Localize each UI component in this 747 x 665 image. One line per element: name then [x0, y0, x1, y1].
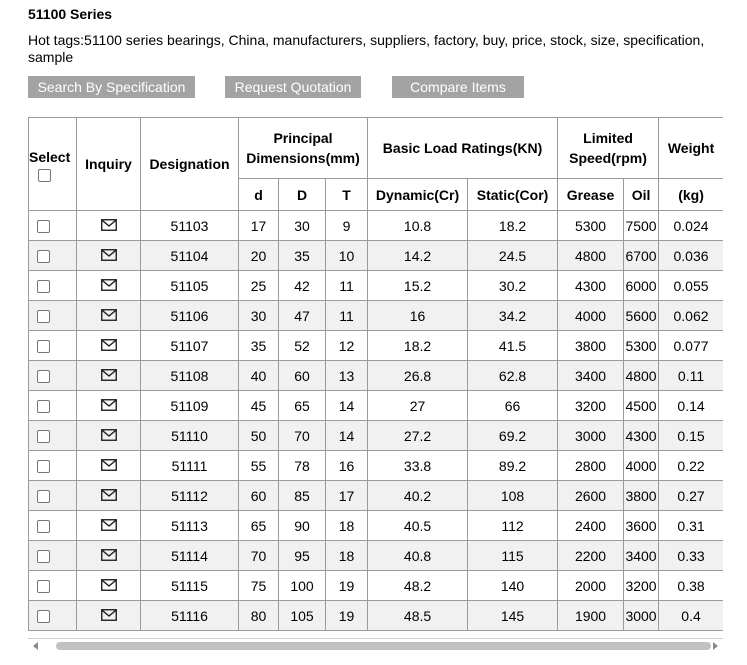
static-cell: 112: [468, 511, 558, 541]
row-select-cell: [29, 571, 77, 601]
row-select-checkbox[interactable]: [37, 430, 50, 443]
d-cell: 65: [239, 511, 279, 541]
d-cell: 35: [239, 331, 279, 361]
table-row: [29, 601, 724, 631]
table-row: [29, 271, 724, 301]
row-select-checkbox[interactable]: [37, 220, 50, 233]
dynamic-column-header: Dynamic(Cr): [368, 179, 468, 211]
dynamic-cell: 27.2: [368, 421, 468, 451]
mail-icon[interactable]: [101, 248, 117, 264]
static-cell: 41.5: [468, 331, 558, 361]
grease-cell: 1900: [558, 601, 624, 631]
oil-cell: 5300: [624, 331, 659, 361]
grease-cell: 3200: [558, 391, 624, 421]
static-cell: 66: [468, 391, 558, 421]
D-cell: 30: [279, 211, 326, 241]
weight-header: Weight: [659, 118, 723, 179]
oil-cell: 7500: [624, 211, 659, 241]
inquiry-cell: [77, 571, 141, 601]
grease-column-header: Grease: [558, 179, 624, 211]
D-cell: 70: [279, 421, 326, 451]
T-cell: 11: [326, 301, 368, 331]
grease-cell: 2200: [558, 541, 624, 571]
row-select-cell: [29, 511, 77, 541]
table-row: [29, 241, 724, 271]
grease-cell: 5300: [558, 211, 624, 241]
grease-cell: 4000: [558, 301, 624, 331]
row-select-cell: [29, 481, 77, 511]
D-cell: 52: [279, 331, 326, 361]
mail-icon[interactable]: [101, 458, 117, 474]
designation-cell[interactable]: 51111: [141, 451, 239, 481]
spec-table-container: [28, 117, 723, 631]
dynamic-cell: 40.2: [368, 481, 468, 511]
T-cell: 10: [326, 241, 368, 271]
row-select-cell: [29, 391, 77, 421]
oil-cell: 3800: [624, 481, 659, 511]
D-cell: 42: [279, 271, 326, 301]
row-select-checkbox[interactable]: [37, 580, 50, 593]
T-cell: 18: [326, 541, 368, 571]
mail-icon[interactable]: [101, 428, 117, 444]
mail-icon[interactable]: [101, 608, 117, 624]
inquiry-cell: [77, 271, 141, 301]
select-all-checkbox[interactable]: [38, 169, 51, 182]
oil-cell: 6700: [624, 241, 659, 271]
row-select-cell: [29, 211, 77, 241]
row-select-cell: [29, 241, 77, 271]
D-column-header: D: [279, 179, 326, 211]
grease-cell: 2600: [558, 481, 624, 511]
T-cell: 14: [326, 421, 368, 451]
weight-cell: 0.33: [659, 541, 723, 571]
dynamic-cell: 48.5: [368, 601, 468, 631]
mail-icon[interactable]: [101, 398, 117, 414]
oil-cell: 3200: [624, 571, 659, 601]
inquiry-cell: [77, 391, 141, 421]
row-select-cell: [29, 271, 77, 301]
weight-cell: 0.062: [659, 301, 723, 331]
d-column-header: d: [239, 179, 279, 211]
inquiry-cell: [77, 481, 141, 511]
dynamic-cell: 40.8: [368, 541, 468, 571]
d-cell: 30: [239, 301, 279, 331]
inquiry-cell: [77, 511, 141, 541]
grease-cell: 3400: [558, 361, 624, 391]
oil-cell: 3400: [624, 541, 659, 571]
D-cell: 47: [279, 301, 326, 331]
row-select-cell: [29, 361, 77, 391]
D-cell: 95: [279, 541, 326, 571]
grease-cell: 4800: [558, 241, 624, 271]
mail-icon[interactable]: [101, 278, 117, 294]
d-cell: 40: [239, 361, 279, 391]
static-cell: 145: [468, 601, 558, 631]
d-cell: 17: [239, 211, 279, 241]
dynamic-cell: 27: [368, 391, 468, 421]
row-select-checkbox[interactable]: [37, 490, 50, 503]
row-select-checkbox[interactable]: [37, 280, 50, 293]
row-select-checkbox[interactable]: [37, 310, 50, 323]
dynamic-cell: 40.5: [368, 511, 468, 541]
mail-icon[interactable]: [101, 518, 117, 534]
grease-cell: 4300: [558, 271, 624, 301]
weight-cell: 0.38: [659, 571, 723, 601]
hot-tags: Hot tags:51100 series bearings, China, manufacturers, suppliers, factory, buy, price, stock, size, specification, sample: [28, 32, 705, 65]
static-cell: 69.2: [468, 421, 558, 451]
mail-icon[interactable]: [101, 338, 117, 354]
designation-cell[interactable]: 51115: [141, 571, 239, 601]
grease-cell: 2400: [558, 511, 624, 541]
static-cell: 24.5: [468, 241, 558, 271]
limited-speed-header: Limited Speed(rpm): [558, 118, 659, 179]
T-cell: 18: [326, 511, 368, 541]
designation-column-header: Designation: [141, 118, 239, 211]
mail-icon[interactable]: [101, 488, 117, 504]
oil-column-header: Oil: [624, 179, 659, 211]
horizontal-scrollbar[interactable]: [28, 638, 723, 653]
inquiry-cell: [77, 241, 141, 271]
table-row: [29, 391, 724, 421]
inquiry-cell: [77, 211, 141, 241]
inquiry-cell: [77, 541, 141, 571]
grease-cell: 3000: [558, 421, 624, 451]
grease-cell: 2000: [558, 571, 624, 601]
table-row: [29, 361, 724, 391]
D-cell: 65: [279, 391, 326, 421]
d-cell: 55: [239, 451, 279, 481]
dynamic-cell: 18.2: [368, 331, 468, 361]
designation-cell[interactable]: 51109: [141, 391, 239, 421]
spec-table-body: [29, 211, 724, 631]
mail-icon[interactable]: [101, 218, 117, 234]
inquiry-cell: [77, 421, 141, 451]
row-select-cell: [29, 421, 77, 451]
weight-cell: 0.077: [659, 331, 723, 361]
dynamic-cell: 16: [368, 301, 468, 331]
table-row: [29, 211, 724, 241]
table-row: [29, 451, 724, 481]
static-cell: 108: [468, 481, 558, 511]
row-select-cell: [29, 301, 77, 331]
mail-icon[interactable]: [101, 548, 117, 564]
oil-cell: 6000: [624, 271, 659, 301]
table-row: [29, 301, 724, 331]
oil-cell: 4300: [624, 421, 659, 451]
oil-cell: 4800: [624, 361, 659, 391]
static-cell: 30.2: [468, 271, 558, 301]
designation-cell[interactable]: 51110: [141, 421, 239, 451]
table-row: [29, 571, 724, 601]
dynamic-cell: 33.8: [368, 451, 468, 481]
mail-icon[interactable]: [101, 578, 117, 594]
row-select-checkbox[interactable]: [37, 340, 50, 353]
page-title: 51100 Series: [28, 6, 113, 22]
d-cell: 70: [239, 541, 279, 571]
row-select-cell: [29, 541, 77, 571]
dynamic-cell: 26.8: [368, 361, 468, 391]
d-cell: 80: [239, 601, 279, 631]
select-column-header: [29, 118, 77, 211]
mail-icon[interactable]: [101, 308, 117, 324]
dynamic-cell: 10.8: [368, 211, 468, 241]
mail-icon[interactable]: [101, 368, 117, 384]
designation-cell[interactable]: 51103: [141, 211, 239, 241]
D-cell: 105: [279, 601, 326, 631]
weight-cell: 0.22: [659, 451, 723, 481]
D-cell: 85: [279, 481, 326, 511]
grease-cell: 3800: [558, 331, 624, 361]
row-select-checkbox[interactable]: [37, 250, 50, 263]
T-cell: 11: [326, 271, 368, 301]
weight-cell: 0.14: [659, 391, 723, 421]
scroll-left-arrow-icon[interactable]: [33, 642, 38, 650]
table-row: [29, 331, 724, 361]
inquiry-column-header: Inquiry: [77, 118, 141, 211]
row-select-cell: [29, 451, 77, 481]
designation-cell[interactable]: 51116: [141, 601, 239, 631]
row-select-checkbox[interactable]: [37, 520, 50, 533]
d-cell: 60: [239, 481, 279, 511]
static-cell: 18.2: [468, 211, 558, 241]
static-cell: 89.2: [468, 451, 558, 481]
static-cell: 62.8: [468, 361, 558, 391]
dynamic-cell: 48.2: [368, 571, 468, 601]
d-cell: 75: [239, 571, 279, 601]
row-select-cell: [29, 601, 77, 631]
D-cell: 78: [279, 451, 326, 481]
static-column-header: Static(Cor): [468, 179, 558, 211]
designation-cell[interactable]: 51114: [141, 541, 239, 571]
static-cell: 115: [468, 541, 558, 571]
weight-cell: 0.036: [659, 241, 723, 271]
basic-load-ratings-header: Basic Load Ratings(KN): [368, 118, 558, 179]
static-cell: 140: [468, 571, 558, 601]
designation-cell[interactable]: 51113: [141, 511, 239, 541]
grease-cell: 2800: [558, 451, 624, 481]
request-quotation-button[interactable]: Request Quotation: [225, 76, 361, 98]
inquiry-cell: [77, 601, 141, 631]
inquiry-cell: [77, 361, 141, 391]
oil-cell: 4000: [624, 451, 659, 481]
table-row: [29, 421, 724, 451]
compare-items-button[interactable]: Compare Items: [392, 76, 524, 98]
table-row: [29, 541, 724, 571]
d-cell: 45: [239, 391, 279, 421]
table-row: [29, 511, 724, 541]
table-row: [29, 481, 724, 511]
T-cell: 9: [326, 211, 368, 241]
T-cell: 13: [326, 361, 368, 391]
row-select-checkbox[interactable]: [37, 550, 50, 563]
row-select-checkbox[interactable]: [37, 610, 50, 623]
T-cell: 14: [326, 391, 368, 421]
D-cell: 60: [279, 361, 326, 391]
dynamic-cell: 14.2: [368, 241, 468, 271]
row-select-cell: [29, 331, 77, 361]
weight-cell: 0.055: [659, 271, 723, 301]
scroll-right-arrow-icon[interactable]: [713, 642, 718, 650]
oil-cell: 4500: [624, 391, 659, 421]
weight-cell: 0.15: [659, 421, 723, 451]
weight-cell: 0.31: [659, 511, 723, 541]
principal-dimensions-header: Principal Dimensions(mm): [239, 118, 368, 179]
weight-cell: 0.024: [659, 211, 723, 241]
designation-cell[interactable]: 51108: [141, 361, 239, 391]
T-cell: 12: [326, 331, 368, 361]
T-cell: 17: [326, 481, 368, 511]
D-cell: 100: [279, 571, 326, 601]
D-cell: 35: [279, 241, 326, 271]
static-cell: 34.2: [468, 301, 558, 331]
d-cell: 25: [239, 271, 279, 301]
d-cell: 50: [239, 421, 279, 451]
kg-column-header: (kg): [659, 179, 723, 211]
d-cell: 20: [239, 241, 279, 271]
designation-cell[interactable]: 51112: [141, 481, 239, 511]
dynamic-cell: 15.2: [368, 271, 468, 301]
select-header-label: Select: [29, 148, 71, 165]
T-cell: 19: [326, 601, 368, 631]
D-cell: 90: [279, 511, 326, 541]
oil-cell: 3600: [624, 511, 659, 541]
designation-cell[interactable]: 51106: [141, 301, 239, 331]
row-select-checkbox[interactable]: [37, 460, 50, 473]
inquiry-cell: [77, 451, 141, 481]
weight-cell: 0.11: [659, 361, 723, 391]
inquiry-cell: [77, 331, 141, 361]
T-cell: 16: [326, 451, 368, 481]
weight-cell: 0.4: [659, 601, 723, 631]
T-column-header: T: [326, 179, 368, 211]
oil-cell: 3000: [624, 601, 659, 631]
designation-cell[interactable]: 51107: [141, 331, 239, 361]
scrollbar-thumb[interactable]: [56, 642, 711, 650]
search-by-specification-button[interactable]: Search By Specification: [28, 76, 195, 98]
T-cell: 19: [326, 571, 368, 601]
row-select-checkbox[interactable]: [37, 400, 50, 413]
oil-cell: 5600: [624, 301, 659, 331]
spec-table: [28, 117, 723, 631]
weight-cell: 0.27: [659, 481, 723, 511]
designation-cell[interactable]: 51104: [141, 241, 239, 271]
row-select-checkbox[interactable]: [37, 370, 50, 383]
designation-cell[interactable]: 51105: [141, 271, 239, 301]
inquiry-cell: [77, 301, 141, 331]
